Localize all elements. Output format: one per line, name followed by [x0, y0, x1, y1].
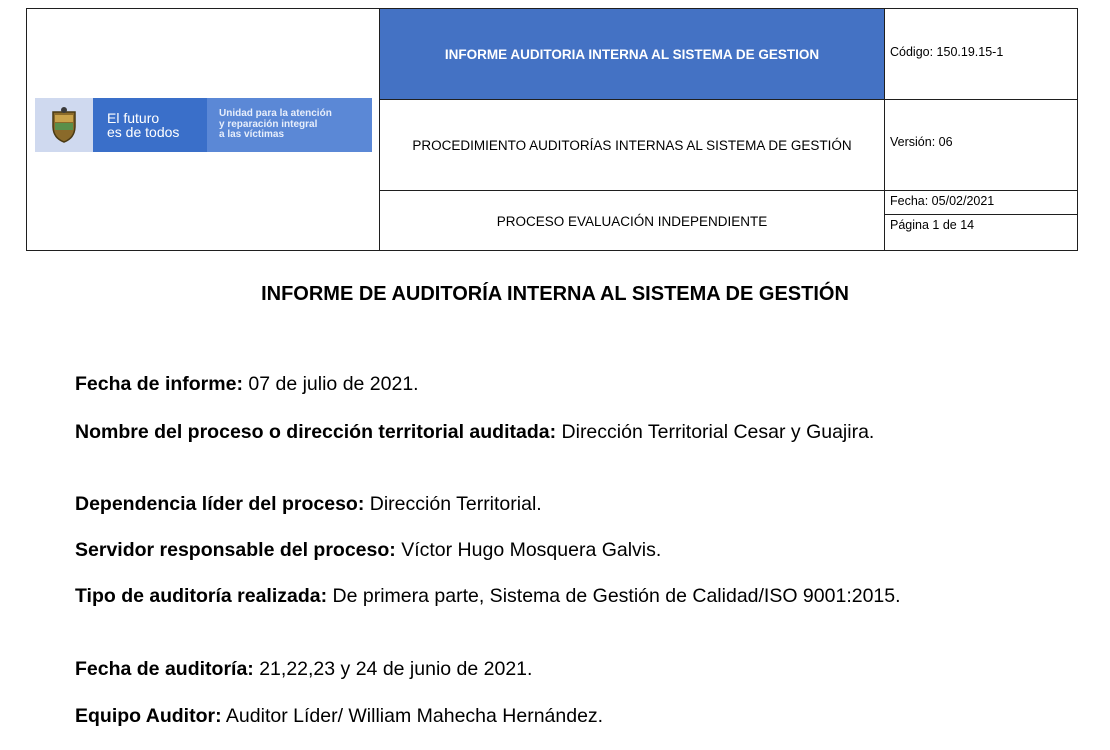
- logo-entity-name: Unidad para la atención y reparación integral a las víctimas: [207, 98, 372, 152]
- field-value: De primera parte, Sistema de Gestión de Calidad/ISO 9001:2015.: [327, 585, 901, 607]
- field-audit-date: [75, 657, 995, 681]
- field-responsible-official: [75, 538, 995, 562]
- field-label: Equipo Auditor:: [75, 705, 222, 727]
- document-title: INFORME DE AUDITORÍA INTERNA AL SISTEMA DE GESTIÓN: [261, 283, 849, 305]
- institution-logo: [35, 98, 372, 152]
- field-audit-type: [75, 584, 995, 608]
- field-label: Servidor responsable del proceso:: [75, 539, 396, 561]
- field-value: 21,22,23 y 24 de junio de 2021.: [253, 658, 533, 680]
- document-header-table: [26, 8, 1078, 251]
- field-value: Víctor Hugo Mosquera Galvis.: [395, 539, 662, 561]
- field-label: Fecha de informe:: [75, 373, 243, 395]
- header-title: INFORME AUDITORIA INTERNA AL SISTEMA DE GESTION: [380, 9, 884, 99]
- field-label: Dependencia líder del proceso:: [75, 493, 365, 515]
- field-label: Tipo de auditoría realizada:: [75, 585, 328, 607]
- field-lead-dependency: [75, 492, 995, 516]
- table-divider: [884, 214, 1077, 215]
- field-value: Dirección Territorial.: [364, 493, 542, 515]
- header-code: Código: 150.19.15-1: [890, 45, 1004, 59]
- header-page: Página 1 de 14: [890, 218, 975, 232]
- coat-of-arms-icon: [35, 98, 93, 152]
- field-audited-process: [75, 420, 995, 444]
- header-process: PROCESO EVALUACIÓN INDEPENDIENTE: [496, 213, 768, 229]
- field-audit-team: [75, 704, 995, 728]
- field-value: Dirección Territorial Cesar y Guajira.: [556, 421, 875, 443]
- field-value: 07 de julio de 2021.: [242, 373, 419, 395]
- header-date: Fecha: 05/02/2021: [890, 194, 995, 208]
- header-version: Versión: 06: [890, 135, 953, 149]
- field-report-date: [75, 372, 995, 396]
- logo-tagline: El futuro es de todos: [93, 98, 207, 152]
- field-label: Nombre del proceso o dirección territorial auditada:: [75, 421, 557, 443]
- field-label: Fecha de auditoría:: [75, 658, 254, 680]
- header-procedure: PROCEDIMIENTO AUDITORÍAS INTERNAS AL SISTEMA DE GESTIÓN: [412, 137, 852, 153]
- field-value: Auditor Líder/ William Mahecha Hernández.: [221, 705, 604, 727]
